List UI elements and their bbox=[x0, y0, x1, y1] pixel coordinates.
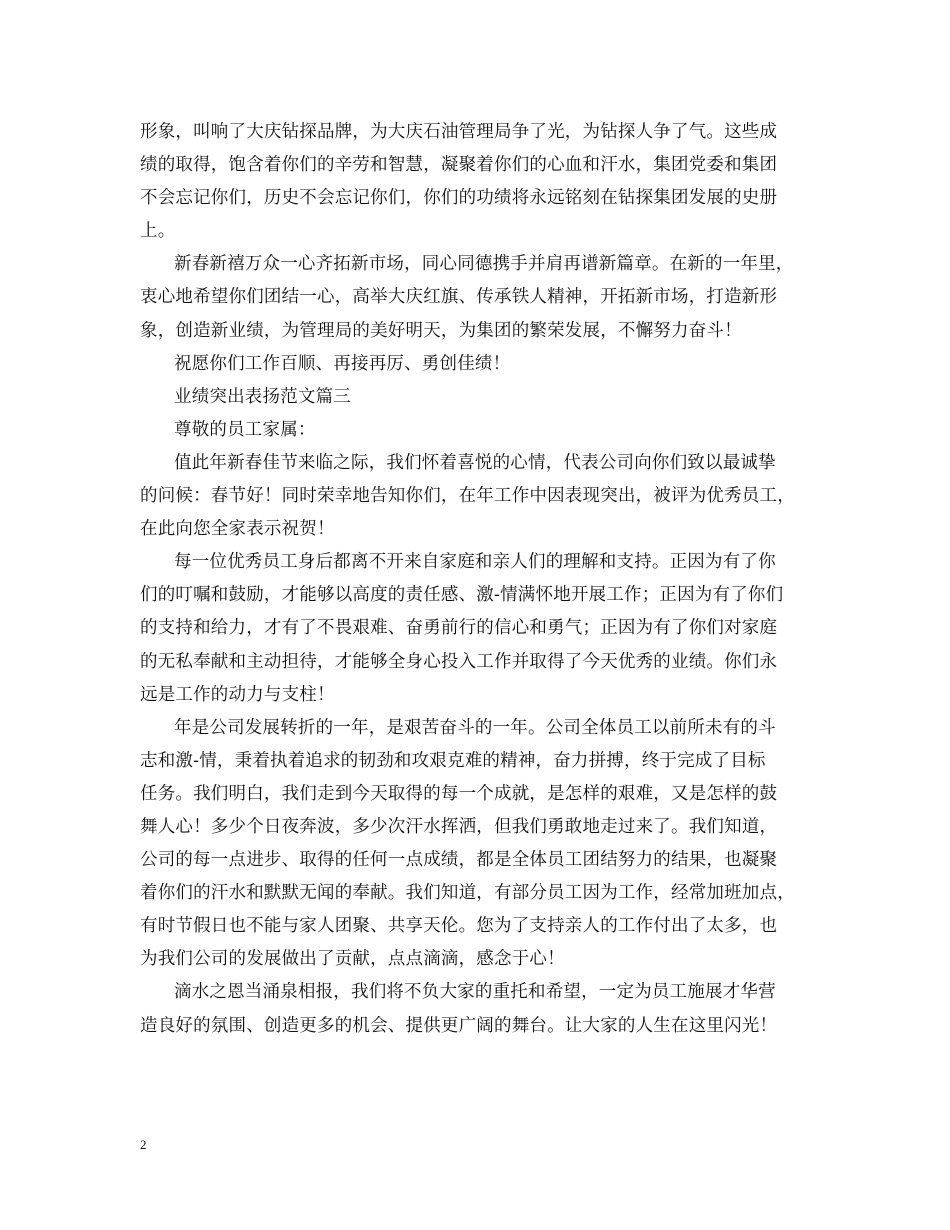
text-line: 衷心地希望你们团结一心，高举大庆红旗、传承铁人精神，开拓新市场，打造新形 bbox=[140, 287, 778, 308]
text-line: 绩的取得，饱含着你们的辛劳和智慧，凝聚着你们的心血和汗水，集团党委和集团 bbox=[140, 155, 778, 176]
text-line: 的支持和给力，才有了不畏艰难、奋勇前行的信心和勇气；正因为有了你们对家庭 bbox=[140, 618, 778, 639]
text-line: 远是工作的动力与支柱！ bbox=[140, 684, 335, 705]
text-line: 志和激-情，秉着执着追求的韧劲和攻艰克难的精神，奋力拼搏，终于完成了目标 bbox=[140, 750, 766, 771]
text-line: 形象，叫响了大庆钻探品牌，为大庆石油管理局争了光，为钻探人争了气。这些成 bbox=[140, 122, 778, 142]
text-line: 尊敬的员工家属： bbox=[174, 419, 316, 440]
text-line: 上。 bbox=[140, 221, 176, 242]
text-line: 任务。我们明白，我们走到今天取得的每一个成就，是怎样的艰难，又是怎样的鼓 bbox=[140, 783, 778, 804]
document-body bbox=[140, 116, 840, 1043]
text-line: 舞人心！多少个日夜奔波，多少次汗水挥洒，但我们勇敢地走过来了。我们知道， bbox=[140, 816, 778, 837]
text-line: 公司的每一点进步、取得的任何一点成绩，都是全体员工团结努力的结果，也凝聚 bbox=[140, 850, 778, 871]
text-line: 们的叮嘱和鼓励，才能够以高度的责任感、激-情满怀地开展工作；正因为有了你们 bbox=[140, 585, 784, 606]
text-line: 的问候：春节好！同时荣幸地告知你们，在年工作中因表现突出，被评为优秀员工， bbox=[140, 486, 795, 507]
text-line: 着你们的汗水和默默无闻的奉献。我们知道，有部分员工因为工作，经常加班加点， bbox=[140, 883, 795, 904]
text-line: 为我们公司的发展做出了贡献，点点滴滴，感念于心！ bbox=[140, 949, 565, 970]
text-line: 的无私奉献和主动担待，才能够全身心投入工作并取得了今天优秀的业绩。你们永 bbox=[140, 651, 778, 672]
text-line: 造良好的氛围、创造更多的机会、提供更广阔的舞台。让大家的人生在这里闪光！ bbox=[140, 1015, 778, 1036]
text-line: 值此年新春佳节来临之际，我们怀着喜悦的心情，代表公司向你们致以最诚挚 bbox=[174, 452, 776, 473]
text-line: 滴水之恩当涌泉相报，我们将不负大家的重托和希望，一定为员工施展才华营 bbox=[174, 982, 776, 1003]
text-line: 每一位优秀员工身后都离不开来自家庭和亲人们的理解和支持。正因为有了你 bbox=[174, 552, 776, 573]
text-line: 祝愿你们工作百顺、再接再厉、勇创佳绩！ bbox=[174, 353, 511, 374]
text-line: 在此向您全家表示祝贺！ bbox=[140, 519, 335, 540]
text-line: 业绩突出表扬范文篇三 bbox=[174, 386, 351, 407]
text-line: 象，创造新业绩，为管理局的美好明天，为集团的繁荣发展，不懈努力奋斗！ bbox=[140, 320, 742, 341]
text-line: 有时节假日也不能与家人团聚、共享天伦。您为了支持亲人的工作付出了太多，也 bbox=[140, 916, 778, 937]
text-line: 年是公司发展转折的一年，是艰苦奋斗的一年。公司全体员工以前所未有的斗 bbox=[174, 717, 776, 738]
text-line: 新春新禧万众一心齐拓新市场，同心同德携手并肩再谱新篇章。在新的一年里， bbox=[174, 254, 794, 275]
text-line: 不会忘记你们，历史不会忘记你们，你们的功绩将永远铭刻在钻探集团发展的史册 bbox=[140, 188, 778, 209]
page-number: 2 bbox=[140, 1137, 147, 1152]
